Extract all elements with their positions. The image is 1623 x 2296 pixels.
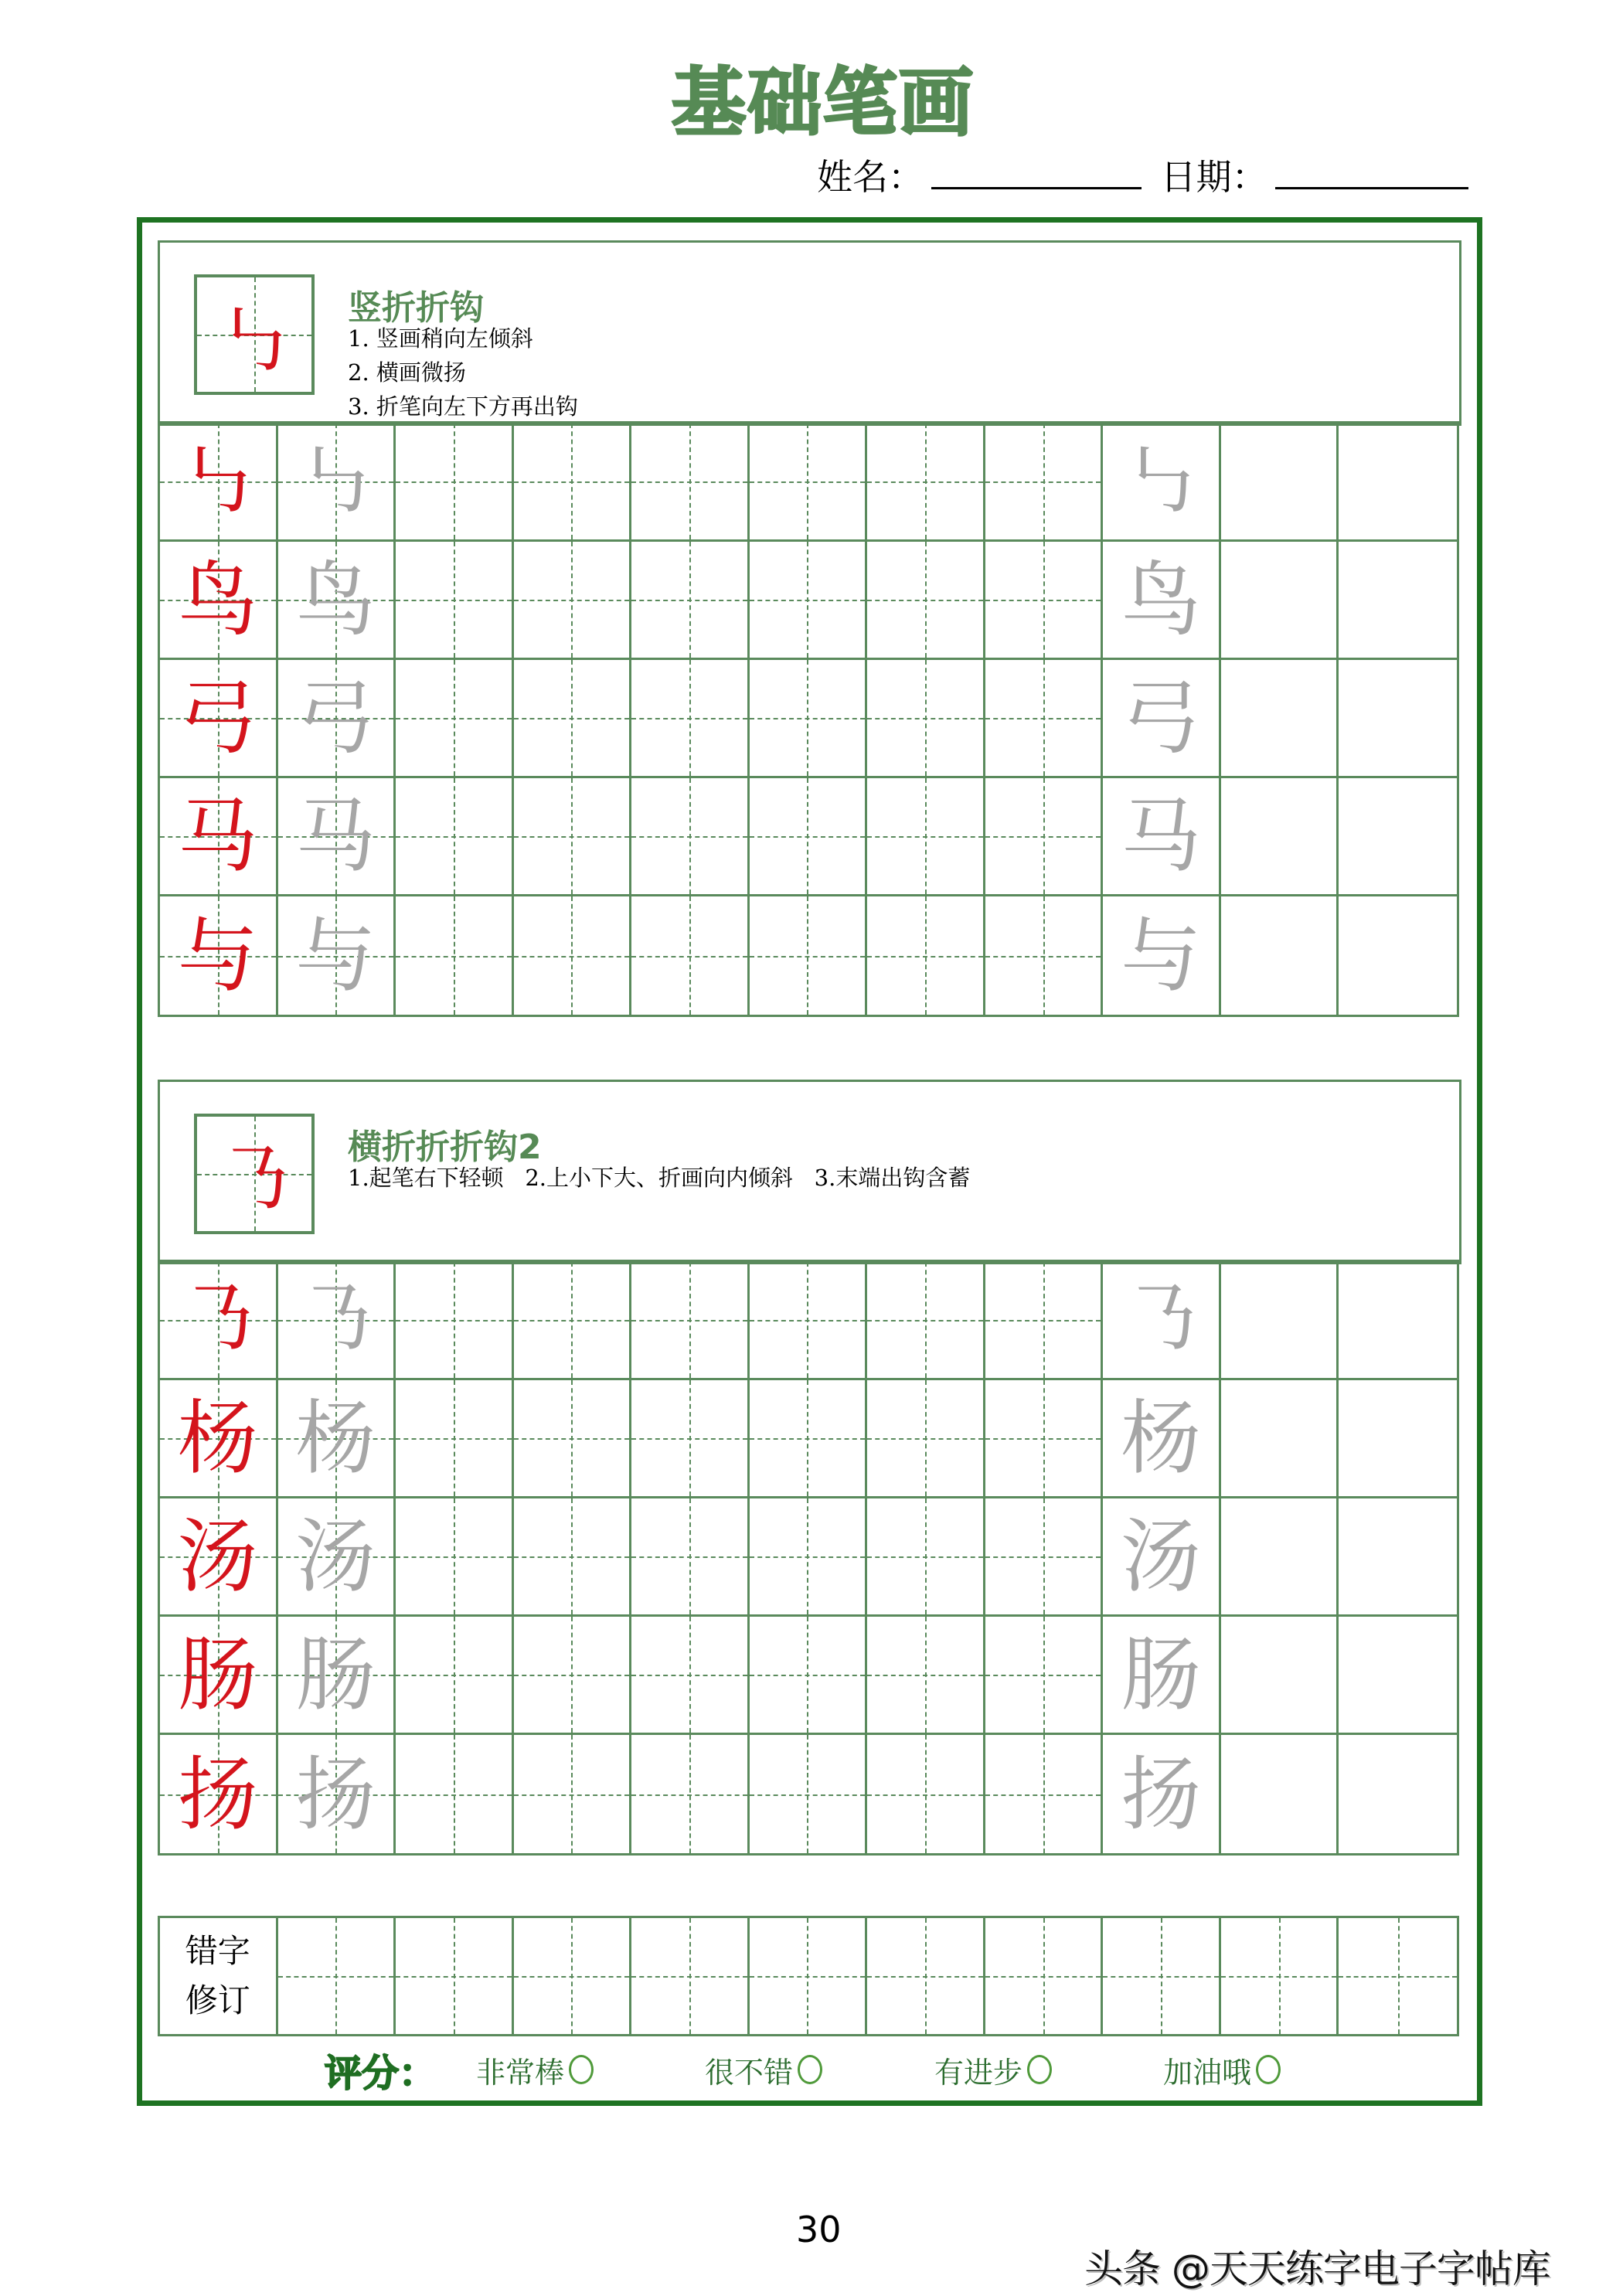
circle-checkbox-icon[interactable] bbox=[569, 2055, 594, 2084]
practice-cell[interactable] bbox=[160, 1735, 278, 1853]
practice-cell[interactable] bbox=[514, 896, 632, 1015]
practice-cell[interactable] bbox=[278, 1498, 396, 1617]
practice-cell[interactable] bbox=[160, 1380, 278, 1498]
correction-cell[interactable] bbox=[1103, 1918, 1221, 2034]
trace-character: 与 bbox=[295, 908, 376, 1003]
score-option-keep-going[interactable]: 加油哦 bbox=[1163, 2049, 1281, 2091]
practice-cell[interactable] bbox=[1339, 660, 1457, 778]
practice-cell[interactable] bbox=[160, 542, 278, 660]
practice-cell[interactable] bbox=[396, 1498, 514, 1617]
circle-checkbox-icon[interactable] bbox=[1256, 2055, 1281, 2084]
practice-cell[interactable] bbox=[750, 1380, 868, 1498]
model-character: 汤 bbox=[177, 1509, 258, 1604]
practice-cell[interactable] bbox=[1103, 1380, 1221, 1498]
correction-cell[interactable] bbox=[985, 1918, 1104, 2034]
practice-cell[interactable] bbox=[514, 423, 632, 542]
practice-cell[interactable] bbox=[1221, 1735, 1339, 1853]
practice-cell[interactable] bbox=[278, 1380, 396, 1498]
trace-character: 肠 bbox=[295, 1628, 376, 1722]
page-number: 30 bbox=[796, 2209, 842, 2250]
trace-character: 汤 bbox=[295, 1509, 376, 1604]
practice-cell[interactable] bbox=[1103, 423, 1221, 542]
practice-cell[interactable] bbox=[396, 542, 514, 660]
practice-cell[interactable] bbox=[631, 778, 750, 896]
trace-character: 马 bbox=[1121, 789, 1202, 883]
practice-cell[interactable] bbox=[867, 1380, 985, 1498]
correction-cell[interactable] bbox=[514, 1918, 632, 2034]
practice-cell[interactable] bbox=[1103, 660, 1221, 778]
trace-character: ㇡ bbox=[1121, 1273, 1202, 1367]
watermark: 头条 @天天练字电子字帖库 bbox=[1084, 2247, 1550, 2291]
practice-cell[interactable] bbox=[985, 660, 1104, 778]
name-field[interactable] bbox=[931, 153, 1142, 189]
practice-cell[interactable] bbox=[985, 1380, 1104, 1498]
practice-cell[interactable] bbox=[278, 1262, 396, 1380]
model-character: 与 bbox=[177, 908, 258, 1003]
practice-cell[interactable] bbox=[514, 542, 632, 660]
trace-character: 弓 bbox=[1121, 671, 1202, 765]
practice-cell[interactable] bbox=[631, 423, 750, 542]
practice-cell[interactable] bbox=[1103, 1498, 1221, 1617]
practice-cell[interactable] bbox=[396, 896, 514, 1015]
trace-character: 扬 bbox=[295, 1747, 376, 1842]
correction-cell[interactable] bbox=[1339, 1918, 1457, 2034]
practice-cell[interactable] bbox=[160, 1498, 278, 1617]
practice-cell[interactable] bbox=[1221, 542, 1339, 660]
correction-cell[interactable] bbox=[631, 1918, 750, 2034]
instruction-2: 2. 横画微扬 bbox=[348, 359, 466, 386]
trace-character: 鸟 bbox=[295, 553, 376, 647]
practice-cell[interactable] bbox=[985, 1262, 1104, 1380]
practice-cell[interactable] bbox=[1339, 1735, 1457, 1853]
scoring-label: 评分： bbox=[325, 2051, 437, 2095]
practice-cell[interactable] bbox=[160, 423, 278, 542]
instruction-3: 3. 折笔向左下方再出钩 bbox=[348, 393, 578, 420]
trace-character: ㇉ bbox=[1121, 434, 1202, 529]
practice-cell[interactable] bbox=[1339, 1498, 1457, 1617]
practice-cell[interactable] bbox=[514, 1380, 632, 1498]
practice-cell[interactable] bbox=[1221, 896, 1339, 1015]
trace-character: 肠 bbox=[1121, 1628, 1202, 1722]
trace-character: ㇡ bbox=[295, 1273, 376, 1367]
circle-checkbox-icon[interactable] bbox=[1027, 2055, 1052, 2084]
worksheet-title: 基础笔画 bbox=[672, 60, 975, 146]
practice-cell[interactable] bbox=[985, 1498, 1104, 1617]
section-2-header bbox=[158, 1080, 1461, 1264]
practice-cell[interactable] bbox=[631, 1380, 750, 1498]
practice-cell[interactable] bbox=[514, 660, 632, 778]
practice-cell[interactable] bbox=[750, 1262, 868, 1380]
name-label: 姓名： bbox=[817, 156, 924, 198]
score-option-good[interactable]: 很不错 bbox=[705, 2049, 934, 2091]
section-2-practice-grid bbox=[158, 1260, 1459, 1856]
practice-cell[interactable] bbox=[514, 778, 632, 896]
stroke-example-box bbox=[194, 274, 315, 395]
model-character: 肠 bbox=[177, 1628, 258, 1722]
practice-cell[interactable] bbox=[750, 1617, 868, 1735]
practice-cell[interactable] bbox=[867, 778, 985, 896]
model-character: 扬 bbox=[177, 1747, 258, 1842]
practice-cell[interactable] bbox=[867, 1735, 985, 1853]
practice-cell[interactable] bbox=[514, 1498, 632, 1617]
practice-cell[interactable] bbox=[396, 1735, 514, 1853]
practice-cell[interactable] bbox=[1221, 1617, 1339, 1735]
practice-cell[interactable] bbox=[631, 542, 750, 660]
practice-cell[interactable] bbox=[750, 542, 868, 660]
correction-cell[interactable] bbox=[867, 1918, 985, 2034]
date-field[interactable] bbox=[1275, 153, 1468, 189]
correction-cell[interactable] bbox=[1221, 1918, 1339, 2034]
practice-cell[interactable] bbox=[985, 778, 1104, 896]
practice-cell[interactable] bbox=[1221, 1498, 1339, 1617]
name-date-line bbox=[817, 153, 1476, 200]
correction-label: 错字 修订 bbox=[160, 1918, 278, 2034]
practice-cell[interactable] bbox=[750, 660, 868, 778]
practice-cell[interactable] bbox=[1221, 778, 1339, 896]
section-title: 横折折折钩2 bbox=[348, 1128, 542, 1167]
practice-cell[interactable] bbox=[750, 1735, 868, 1853]
practice-cell[interactable] bbox=[867, 1617, 985, 1735]
practice-cell[interactable] bbox=[1221, 423, 1339, 542]
scoring-row bbox=[325, 2046, 1281, 2093]
practice-cell[interactable] bbox=[1103, 1735, 1221, 1853]
practice-cell[interactable] bbox=[160, 1262, 278, 1380]
practice-cell[interactable] bbox=[396, 778, 514, 896]
practice-cell[interactable] bbox=[985, 1617, 1104, 1735]
practice-cell[interactable] bbox=[1103, 778, 1221, 896]
model-character: 杨 bbox=[177, 1391, 258, 1485]
practice-cell[interactable] bbox=[985, 542, 1104, 660]
practice-cell[interactable] bbox=[160, 896, 278, 1015]
practice-cell[interactable] bbox=[631, 1498, 750, 1617]
trace-character: 与 bbox=[1121, 908, 1202, 1003]
practice-cell[interactable] bbox=[1103, 1262, 1221, 1380]
instruction-1: 1. 竖画稍向左倾斜 bbox=[348, 325, 533, 352]
practice-cell[interactable] bbox=[278, 423, 396, 542]
circle-checkbox-icon[interactable] bbox=[798, 2055, 822, 2084]
stroke-example-glyph: ㇉ bbox=[216, 296, 293, 386]
section-1-header bbox=[158, 240, 1461, 426]
practice-cell[interactable] bbox=[514, 1617, 632, 1735]
practice-cell[interactable] bbox=[631, 896, 750, 1015]
practice-cell[interactable] bbox=[1339, 778, 1457, 896]
correction-grid bbox=[158, 1916, 1459, 2036]
section-1-practice-grid bbox=[158, 421, 1459, 1017]
practice-cell[interactable] bbox=[1339, 423, 1457, 542]
practice-cell[interactable] bbox=[1221, 1262, 1339, 1380]
trace-character: 杨 bbox=[295, 1391, 376, 1485]
practice-cell[interactable] bbox=[160, 660, 278, 778]
practice-cell[interactable] bbox=[396, 1617, 514, 1735]
practice-cell[interactable] bbox=[1103, 542, 1221, 660]
model-character: 鸟 bbox=[177, 553, 258, 647]
practice-cell[interactable] bbox=[1339, 1380, 1457, 1498]
section-title: 竖折折钩 bbox=[348, 288, 484, 328]
practice-cell[interactable] bbox=[985, 423, 1104, 542]
correction-cell[interactable] bbox=[750, 1918, 868, 2034]
trace-character: 弓 bbox=[295, 671, 376, 765]
practice-cell[interactable] bbox=[985, 1735, 1104, 1853]
practice-cell[interactable] bbox=[867, 1498, 985, 1617]
practice-cell[interactable] bbox=[867, 423, 985, 542]
practice-cell[interactable] bbox=[631, 660, 750, 778]
model-character: ㇡ bbox=[177, 1273, 258, 1367]
practice-cell[interactable] bbox=[278, 660, 396, 778]
practice-cell[interactable] bbox=[396, 1262, 514, 1380]
practice-cell[interactable] bbox=[278, 1735, 396, 1853]
practice-cell[interactable] bbox=[750, 896, 868, 1015]
instruction-line: 1.起笔右下轻顿 2.上小下大、折画向内倾斜 3.末端出钩含蓄 bbox=[348, 1165, 971, 1191]
model-character: 弓 bbox=[177, 671, 258, 765]
practice-cell[interactable] bbox=[278, 1617, 396, 1735]
practice-cell[interactable] bbox=[278, 542, 396, 660]
stroke-example-glyph: ㇡ bbox=[216, 1135, 293, 1226]
practice-cell[interactable] bbox=[514, 1262, 632, 1380]
practice-cell[interactable] bbox=[1103, 896, 1221, 1015]
trace-character: 杨 bbox=[1121, 1391, 1202, 1485]
practice-cell[interactable] bbox=[631, 1617, 750, 1735]
correction-cell[interactable] bbox=[396, 1918, 514, 2034]
trace-character: 马 bbox=[295, 789, 376, 883]
practice-cell[interactable] bbox=[631, 1735, 750, 1853]
score-option-excellent[interactable]: 非常棒 bbox=[476, 2049, 705, 2091]
practice-cell[interactable] bbox=[750, 778, 868, 896]
score-option-progress[interactable]: 有进步 bbox=[934, 2049, 1163, 2091]
practice-cell[interactable] bbox=[160, 778, 278, 896]
practice-cell[interactable] bbox=[1339, 896, 1457, 1015]
practice-cell[interactable] bbox=[750, 1498, 868, 1617]
model-character: ㇉ bbox=[177, 434, 258, 529]
practice-cell[interactable] bbox=[985, 896, 1104, 1015]
practice-cell[interactable] bbox=[867, 896, 985, 1015]
practice-cell[interactable] bbox=[396, 423, 514, 542]
trace-character: 汤 bbox=[1121, 1509, 1202, 1604]
practice-cell[interactable] bbox=[750, 423, 868, 542]
practice-cell[interactable] bbox=[278, 778, 396, 896]
practice-cell[interactable] bbox=[1103, 1617, 1221, 1735]
practice-cell[interactable] bbox=[1339, 542, 1457, 660]
practice-cell[interactable] bbox=[1221, 1380, 1339, 1498]
practice-cell[interactable] bbox=[160, 1617, 278, 1735]
practice-cell[interactable] bbox=[1339, 1617, 1457, 1735]
practice-cell[interactable] bbox=[278, 896, 396, 1015]
practice-cell[interactable] bbox=[1339, 1262, 1457, 1380]
practice-cell[interactable] bbox=[396, 660, 514, 778]
trace-character: 鸟 bbox=[1121, 553, 1202, 647]
practice-cell[interactable] bbox=[514, 1735, 632, 1853]
correction-cell[interactable] bbox=[278, 1918, 396, 2034]
model-character: 马 bbox=[177, 789, 258, 883]
trace-character: ㇉ bbox=[295, 434, 376, 529]
date-label: 日期： bbox=[1160, 156, 1267, 198]
practice-cell[interactable] bbox=[867, 542, 985, 660]
practice-cell[interactable] bbox=[631, 1262, 750, 1380]
practice-cell[interactable] bbox=[1221, 660, 1339, 778]
trace-character: 扬 bbox=[1121, 1747, 1202, 1842]
practice-cell[interactable] bbox=[867, 660, 985, 778]
practice-cell[interactable] bbox=[867, 1262, 985, 1380]
stroke-example-box bbox=[194, 1114, 315, 1234]
practice-cell[interactable] bbox=[396, 1380, 514, 1498]
